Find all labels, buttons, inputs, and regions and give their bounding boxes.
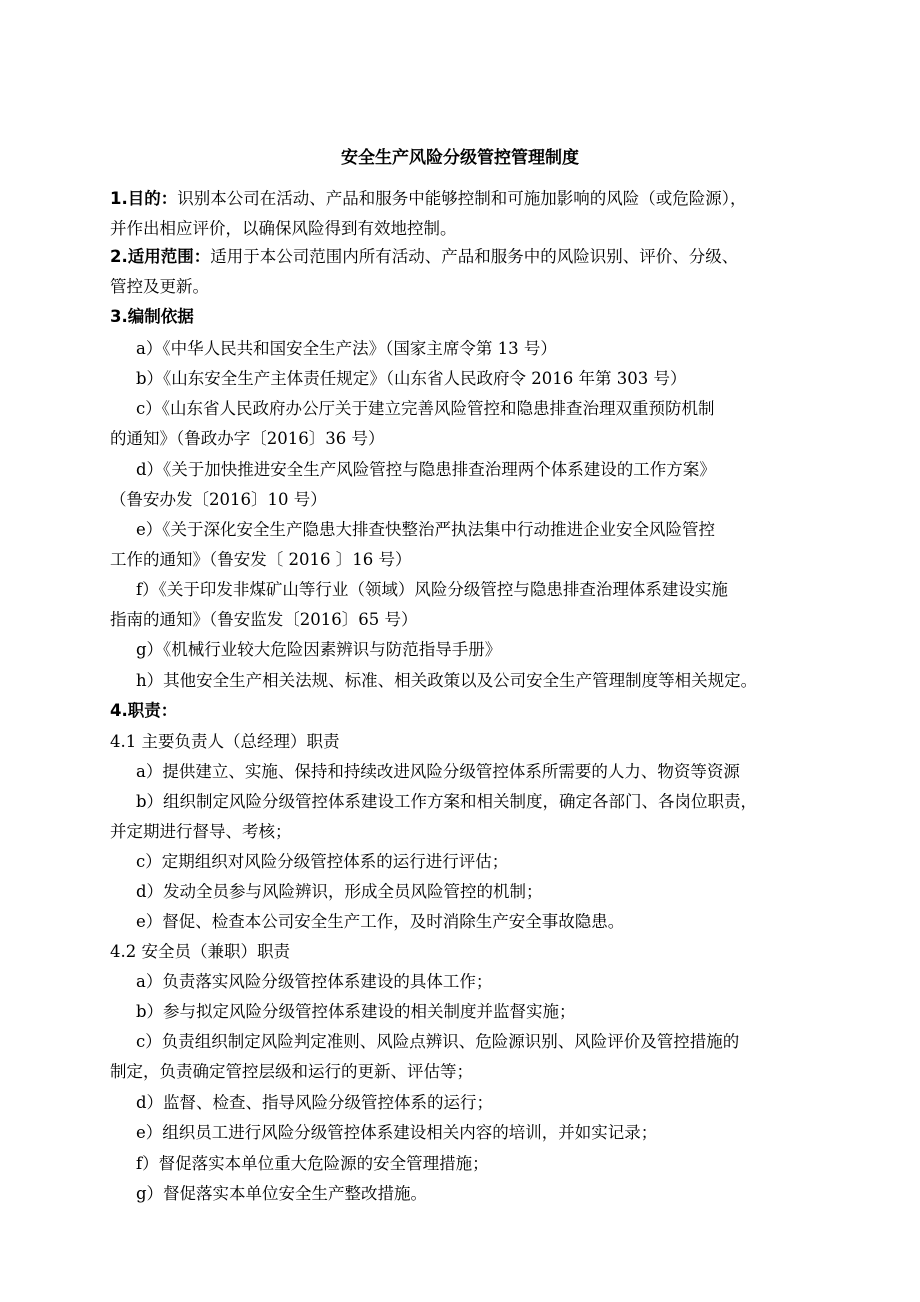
basis-item-f: f）《关于印发非煤矿山等行业（领域）风险分级管控与隐患排查治理体系建设实施: [136, 580, 728, 599]
duty-4-1-c: c）定期组织对风险分级管控体系的运行进行评估；: [136, 852, 509, 871]
section-2-label: 2.适用范围：: [110, 247, 211, 266]
duty-4-2-f: f）督促落实本单位重大危险源的安全管理措施；: [136, 1154, 489, 1173]
basis-item-d: d）《关于加快推进安全生产风险管控与隐患排查治理两个体系建设的工作方案》: [136, 460, 716, 479]
duty-4-2-a: a）负责落实风险分级管控体系建设的具体工作；: [136, 972, 493, 991]
section-2-text: 适用于本公司范围内所有活动、产品和服务中的风险识别、评价、分级、: [210, 247, 739, 266]
subsection-4-2-heading: 4.2 安全员（兼职）职责: [110, 942, 290, 961]
section-1-text: 识别本公司在活动、产品和服务中能够控制和可施加影响的风险（或危险源），: [177, 189, 747, 208]
duty-4-1-a: a）提供建立、实施、保持和持续改进风险分级管控体系所需要的人力、物资等资源: [136, 762, 740, 781]
duty-4-2-e: e）组织员工进行风险分级管控体系建设相关内容的培训，并如实记录；: [136, 1123, 658, 1142]
basis-item-b: b）《山东安全生产主体责任规定》（山东省人民政府令 2016 年第 303 号）: [136, 369, 687, 388]
basis-item-h: h）其他安全生产相关法规、标准、相关政策以及公司安全生产管理制度等相关规定。: [136, 671, 758, 690]
basis-item-c: c）《山东省人民政府办公厅关于建立完善风险管控和隐患排查治理双重预防机制: [136, 399, 715, 418]
duty-4-1-b: b）组织制定风险分级管控体系建设工作方案和相关制度，确定各部门、各岗位职责，: [136, 792, 758, 811]
basis-item-f-cont: 指南的通知》（鲁安监发〔2016〕65 号）: [110, 610, 418, 629]
section-2-line-2: 管控及更新。: [110, 277, 209, 296]
basis-item-d-cont: （鲁安办发〔2016〕10 号）: [110, 490, 327, 509]
section-2-line-1: [110, 242, 738, 272]
section-3-heading: 3.编制依据: [110, 307, 194, 326]
duty-4-2-g: g）督促落实本单位安全生产整改措施。: [136, 1184, 428, 1203]
section-1-line-1: [110, 184, 747, 214]
basis-item-a: a）《中华人民共和国安全生产法》（国家主席令第 13 号）: [136, 339, 557, 358]
duty-4-1-b-cont: 并定期进行督导、考核；: [110, 822, 292, 841]
basis-item-g: g）《机械行业较大危险因素辨识与防范指导手册》: [136, 640, 502, 659]
duty-4-2-b: b）参与拟定风险分级管控体系建设的相关制度并监督实施；: [136, 1002, 576, 1021]
duty-4-1-e: e）督促、检查本公司安全生产工作，及时消除生产安全事故隐患。: [136, 912, 625, 931]
document-title: 安全生产风险分级管控管理制度: [341, 148, 579, 168]
duty-4-2-c-cont: 制定，负责确定管控层级和运行的更新、评估等；: [110, 1062, 473, 1081]
basis-item-e-cont: 工作的通知》（鲁安发〔 2016 〕16 号）: [110, 550, 412, 569]
section-1-label: 1.目的：: [110, 189, 178, 208]
duty-4-2-d: d）监督、检查、指导风险分级管控体系的运行；: [136, 1093, 494, 1112]
section-1-line-2: 并作出相应评价，以确保风险得到有效地控制。: [110, 219, 457, 238]
duty-4-2-c: c）负责组织制定风险判定准则、风险点辨识、危险源识别、风险评价及管控措施的: [136, 1032, 740, 1051]
basis-item-c-cont: 的通知》（鲁政办字〔2016〕36 号）: [110, 429, 385, 448]
basis-item-e: e）《关于深化安全生产隐患大排查快整治严执法集中行动推进企业安全风险管控: [136, 520, 716, 539]
subsection-4-1-heading: 4.1 主要负责人（总经理）职责: [110, 732, 340, 751]
section-4-heading: 4.职责：: [110, 701, 178, 720]
duty-4-1-d: d）发动全员参与风险辨识，形成全员风险管控的机制；: [136, 882, 543, 901]
